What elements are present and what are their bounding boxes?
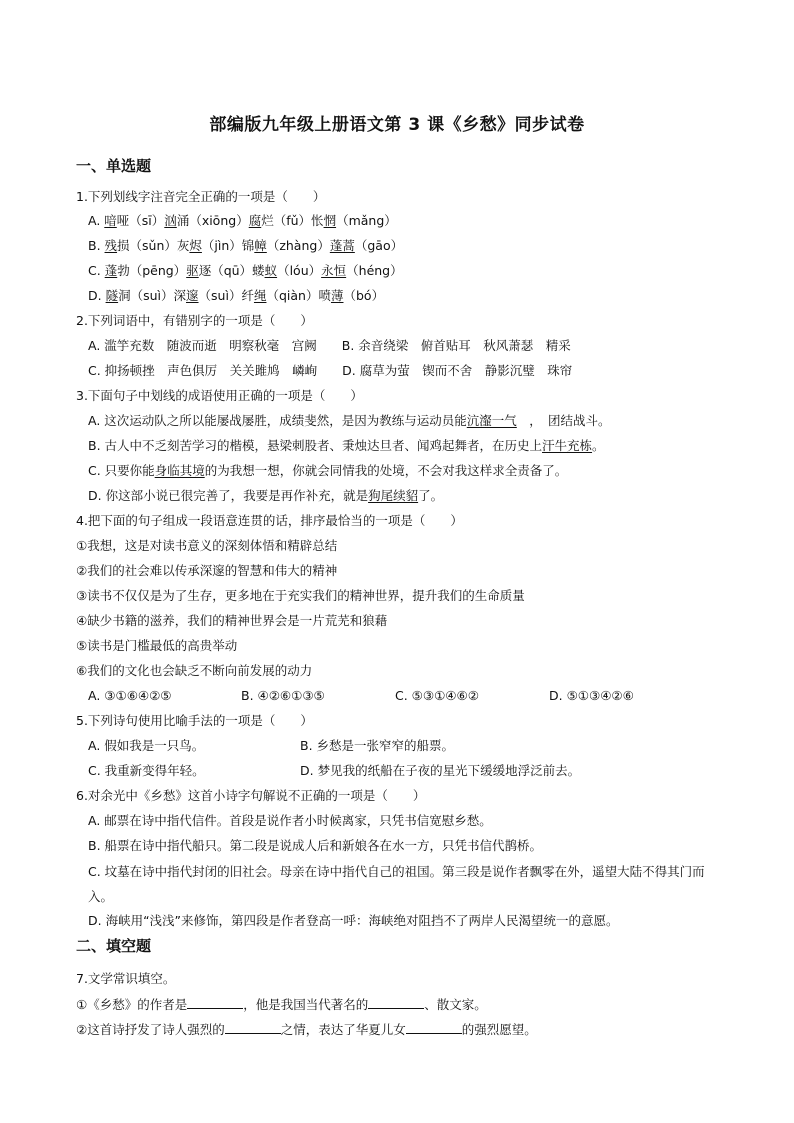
question-4-option-a: A. ③①⑥④②⑤: [88, 688, 172, 703]
question-4-stem: 4.把下面的句子组成一段语意连贯的话，排序最恰当的一项是（ ）: [76, 513, 463, 528]
question-6-option-b: B. 船票在诗中指代船只。第二段是说成人后和新娘各在水一方，只凭书信代鹊桥。: [88, 838, 543, 853]
question-5-option-c: C. 我重新变得年轻。: [88, 763, 205, 778]
answer-blank[interactable]: [225, 1020, 281, 1034]
question-4-sentence-2: ②我们的社会难以传承深邃的智慧和伟大的精神: [76, 563, 338, 578]
question-7-line-1: ①《乡愁》的作者是 ，他是我国当代著名的 、散文家。: [76, 997, 487, 1012]
question-1-option-a: A. 喑哑（sī）汹涌（xiōng）腐烂（fǔ）怅惘（mǎng）: [88, 213, 397, 228]
answer-blank[interactable]: [406, 1020, 462, 1034]
question-3-stem: 3.下面句子中划线的成语使用正确的一项是（ ）: [76, 388, 363, 403]
section-heading-fill-in: 二、填空题: [76, 937, 152, 955]
question-5-option-d: D. 梦见我的纸船在子夜的星光下缓缓地浮泛前去。: [300, 763, 581, 778]
question-3-option-d: D. 你这部小说已很完善了，我要是再作补充，就是狗尾续貂了。: [88, 488, 444, 503]
question-4-sentence-6: ⑥我们的文化也会缺乏不断向前发展的动力: [76, 663, 313, 678]
question-4-sentence-5: ⑤读书是门槛最低的高贵举动: [76, 638, 238, 653]
question-1-option-c: C. 蓬勃（pēng）驱逐（qū）蝼蚁（lóu）永恒（héng）: [88, 263, 403, 278]
question-6-option-c: C. 坟墓在诗中指代封闭的旧社会。母亲在诗中指代自己的祖国。第三段是说作者飘零在外，遥望大陆不得其门而入。: [88, 864, 705, 904]
question-5-option-b: B. 乡愁是一张窄窄的船票。: [300, 738, 455, 753]
answer-blank[interactable]: [368, 995, 424, 1009]
question-4-option-b: B. ④②⑥①③⑤: [241, 688, 325, 703]
question-6-option-d: D. 海峡用“浅浅”来修饰，第四段是作者登高一呼：海峡绝对阻挡不了两岸人民渴望统一的意愿。: [88, 913, 619, 928]
question-1-option-b: B. 残损（sǔn）灰烬（jìn）锦幛（zhàng）蓬蒿（gāo）: [88, 238, 404, 253]
question-3-option-c: C. 只要你能身临其境的为我想一想，你就会同情我的处境，不会对我这样求全责备了。: [88, 463, 568, 478]
question-4-sentence-3: ③读书不仅仅是为了生存，更多地在于充实我们的精神世界，提升我们的生命质量: [76, 588, 525, 603]
section-heading-single-choice: 一、单选题: [76, 157, 152, 175]
question-4-sentence-4: ④缺少书籍的滋养，我们的精神世界会是一片荒芜和狼藉: [76, 613, 388, 628]
question-6-option-a: A. 邮票在诗中指代信件。首段是说作者小时候离家，只凭书信宽慰乡愁。: [88, 813, 492, 828]
question-4-option-d: D. ⑤①③④②⑥: [549, 688, 634, 703]
page-title: 部编版九年级上册语文第 3 课《乡愁》同步试卷: [209, 115, 585, 135]
question-7-line-2: ②这首诗抒发了诗人强烈的 之情，表达了华夏儿女 的强烈愿望。: [76, 1022, 537, 1037]
question-6-stem: 6.对余光中《乡愁》这首小诗字句解说不正确的一项是（ ）: [76, 788, 426, 803]
question-1-stem: 1.下列划线字注音完全正确的一项是（ ）: [76, 189, 326, 204]
question-4-option-c: C. ⑤③①④⑥②: [395, 688, 479, 703]
question-7-stem: 7.文学常识填空。: [76, 971, 176, 986]
answer-blank[interactable]: [187, 995, 243, 1009]
question-2-stem: 2.下列词语中，有错别字的一项是（ ）: [76, 313, 313, 328]
question-4-sentence-1: ①我想，这是对读书意义的深刻体悟和精辟总结: [76, 538, 338, 553]
question-3-option-b: B. 古人中不乏刻苦学习的楷模，悬梁刺股者、秉烛达旦者、闻鸡起舞者，在历史上汗牛充栋。: [88, 438, 605, 453]
question-2-options-row-1: A. 滥竽充数 随波而逝 明察秋毫 宫阙 B. 余音绕梁 俯首贴耳 秋风萧瑟 精采: [88, 338, 571, 353]
question-5-stem: 5.下列诗句使用比喻手法的一项是（ ）: [76, 713, 313, 728]
question-3-option-a: A. 这次运动队之所以能屡战屡胜，成绩斐然，是因为教练与运动员能沆瀣一气 ， 团结战斗。: [88, 413, 611, 428]
question-1-option-d: D. 隧洞（suì）深邃（suì）纤绳（qiàn）喷薄（bó）: [88, 288, 385, 303]
question-2-options-row-2: C. 抑扬顿挫 声色俱厉 关关雎鸠 嶙峋 D. 腐草为萤 锲而不舍 静影沉璧 珠帘: [88, 363, 573, 378]
question-5-option-a: A. 假如我是一只鸟。: [88, 738, 205, 753]
